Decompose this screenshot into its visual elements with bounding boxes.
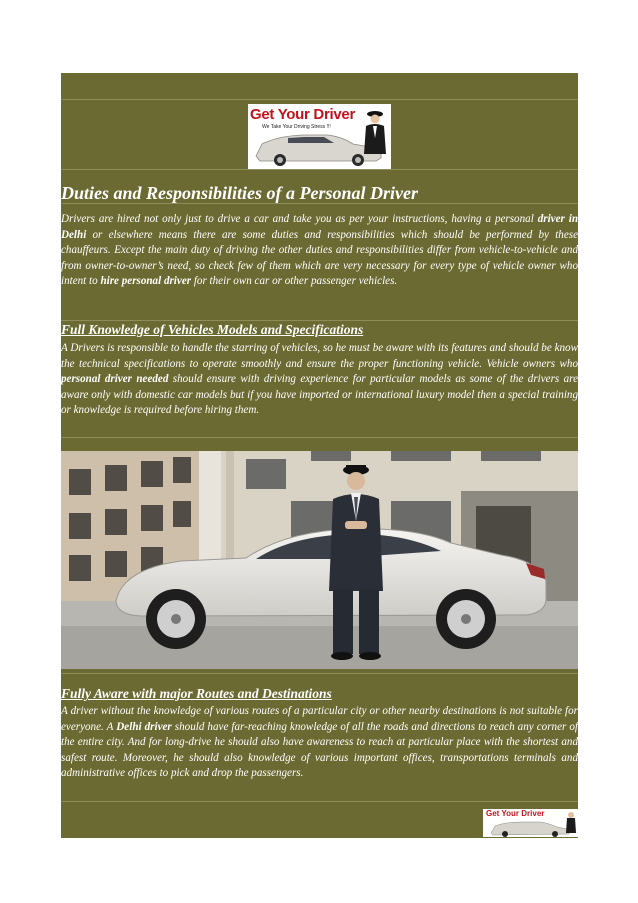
divider <box>61 801 578 802</box>
section-heading-routes: Fully Aware with major Routes and Destinations <box>61 686 332 701</box>
section-text: should have far-reaching knowledge of all the roads and directions to reach any corner of the entire city. And for long-drive he should also have awareness to reach at particular place with the shortest and safest route. Moreover, he should also knowledge of various important offices, transportations terminals and administrative offices to pick and drop the passengers. <box>61 720 578 780</box>
intro-text: for their own car or other passenger vehicles. <box>191 275 398 288</box>
divider <box>61 99 578 100</box>
footer-logo-brand-text: Get Your Driver <box>486 809 545 818</box>
header-logo <box>248 104 391 169</box>
section-heading-vehicle-knowledge: Full Knowledge of Vehicles Models and Specifications <box>61 322 364 337</box>
keyword-personal-driver-needed: personal driver needed <box>61 373 169 386</box>
section-text: should ensure with driving experience for particular models as some of the drivers are aware only with domestic car models but if you have imported or international luxury model then a special training or knowledge is required before hiring them. <box>61 373 578 417</box>
section-paragraph-vehicle-knowledge <box>61 341 578 419</box>
article-title: Duties and Responsibilities of a Personal Driver <box>61 183 419 203</box>
keyword-hire-personal-driver: hire personal driver <box>100 275 192 288</box>
keyword-delhi-driver: Delhi driver <box>116 720 172 733</box>
chauffeur-car-photo <box>61 451 578 669</box>
logo-tagline: We Take Your Driving Stress !!! <box>262 124 331 130</box>
divider <box>61 437 578 438</box>
divider <box>61 320 578 321</box>
footer-logo <box>483 809 578 837</box>
divider <box>61 673 578 674</box>
section-text: A driver without the knowledge of various routes of a particular city or other nearby destinations is not suitable for everyone. A <box>61 705 578 733</box>
logo-brand-text: Get Your Driver <box>250 106 355 123</box>
logo-car-chauffeur-graphic <box>248 104 391 169</box>
section-text: A Drivers is responsible to handle the starring of vehicles, so he must be aware with its features and should be know the technical specifications to operate smoothly and ensure the proper functioning vehicle. Vehicle owners who <box>61 342 578 370</box>
intro-paragraph <box>61 212 578 290</box>
section-paragraph-routes <box>61 704 578 782</box>
keyword-driver-in-delhi: driver in Delhi <box>61 213 578 241</box>
intro-text: Drivers are hired not only just to drive a car and take you as per your instructions, having a personal <box>61 213 538 225</box>
footer-logo-car-graphic <box>483 809 578 837</box>
document-panel <box>61 73 578 838</box>
intro-text: or elsewhere means there are some duties and responsibilities which should be performed by these chauffeurs. Except the main duty of driving the other duties and responsibilities differ from vehicle-to-vehicle and from owner-to-owner’s need, so check few of them which are very necessary for every type of vehicle owner who intent to <box>61 228 578 288</box>
divider <box>61 169 578 170</box>
